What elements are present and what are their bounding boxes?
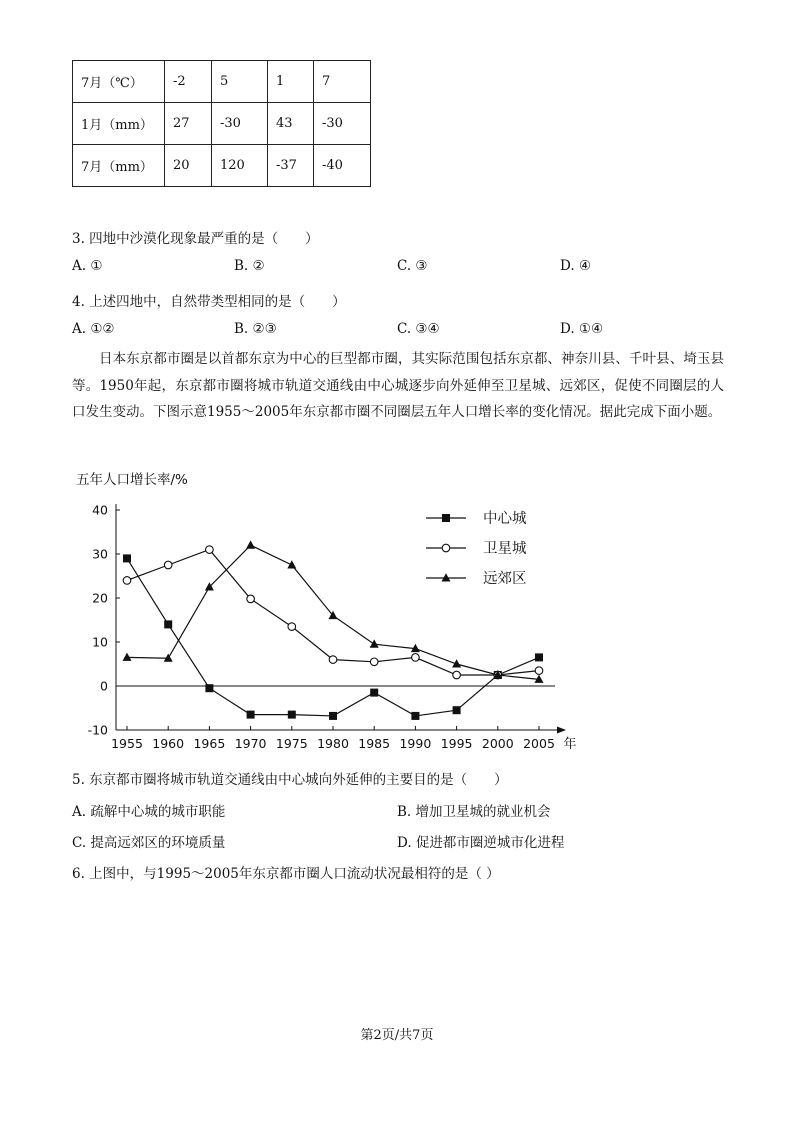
x-tick-label: 1970 <box>234 736 267 751</box>
legend-marker-circle <box>442 544 450 552</box>
table-cell: 1月（mm） <box>73 103 165 145</box>
data-point-circle <box>535 667 543 675</box>
data-point-square <box>288 711 296 719</box>
table-cell: 7月（℃） <box>73 61 165 103</box>
data-point-triangle <box>246 540 255 548</box>
table-cell: 43 <box>268 103 314 145</box>
table-cell: -2 <box>165 61 212 103</box>
y-axis-label: 五年人口增长率/% <box>76 472 188 488</box>
table-cell: -40 <box>314 145 371 187</box>
table-row <box>73 61 371 103</box>
data-point-circle <box>206 546 214 554</box>
data-point-circle <box>288 623 296 631</box>
x-tick-label: 1965 <box>193 736 226 751</box>
y-tick-label: 0 <box>100 678 108 694</box>
table-cell: 7月（mm） <box>73 145 165 187</box>
data-point-circle <box>329 656 337 664</box>
legend-label: 中心城 <box>483 511 527 527</box>
data-point-square <box>247 711 255 719</box>
x-tick-label: 1990 <box>399 736 432 751</box>
y-tick-label: 30 <box>92 546 108 562</box>
x-tick-label: 1985 <box>358 736 391 751</box>
q5-option-c[interactable]: C. 提高远郊区的环境质量 <box>72 835 226 851</box>
x-tick-label: 1955 <box>111 736 143 751</box>
data-point-triangle <box>287 560 296 568</box>
x-tick-label: 2005 <box>523 736 555 751</box>
y-tick-label: -10 <box>87 722 108 738</box>
x-tick-label: 1995 <box>440 736 473 751</box>
data-point-circle <box>123 577 131 585</box>
data-point-square <box>123 554 131 562</box>
question-6-stem: 6. 上图中，与1995～2005年东京都市圈人口流动状况最相符的是（ ） <box>72 866 500 882</box>
data-point-triangle <box>123 653 132 661</box>
data-point-square <box>535 653 543 661</box>
passage: 日本东京都市圈是以首都东京为中心的巨型都市圈，其实际范围包括东京都、神奈川县、千叶县、埼玉县等。1950年起，东京都市圈将城市轨道交通线由中心城逐步向外延伸至卫星城、远郊区，促使不同圈层的人口发生变动。下图示意1955～2005年东京都市圈不同圈层五年人口增长率的变化情况。据此完成下面小题。 <box>72 351 724 420</box>
data-point-triangle <box>370 639 379 647</box>
table-cell: 1 <box>268 61 314 103</box>
data-point-square <box>205 684 213 692</box>
data-point-circle <box>164 561 172 569</box>
question-3-stem: 3. 四地中沙漠化现象最严重的是（ ） <box>72 231 319 247</box>
q4-option-d[interactable]: D. ①④ <box>560 321 604 337</box>
table-row <box>73 145 371 187</box>
q4-option-b[interactable]: B. ②③ <box>234 321 277 337</box>
q3-option-c[interactable]: C. ③ <box>397 258 428 274</box>
climate-table <box>72 60 371 187</box>
data-point-square <box>411 712 419 720</box>
table-cell: 7 <box>314 61 371 103</box>
table-cell: -30 <box>212 103 268 145</box>
y-tick-label: 20 <box>92 590 108 606</box>
data-point-circle <box>453 671 461 679</box>
table-row <box>73 103 371 145</box>
x-tick-label: 1975 <box>275 736 308 751</box>
data-point-circle <box>247 595 255 603</box>
legend-marker-square <box>442 514 450 522</box>
q5-option-d[interactable]: D. 促进都市圈逆城市化进程 <box>397 835 565 851</box>
x-axis-arrow <box>557 727 566 734</box>
data-point-circle <box>412 654 420 662</box>
q5-option-a[interactable]: A. 疏解中心城的城市职能 <box>72 804 226 820</box>
table-cell: 20 <box>165 145 212 187</box>
legend-label: 远郊区 <box>483 571 527 587</box>
q3-option-b[interactable]: B. ② <box>234 258 265 274</box>
question-4-stem: 4. 上述四地中，自然带类型相同的是（ ） <box>72 294 346 310</box>
data-point-square <box>453 706 461 714</box>
data-point-square <box>370 689 378 697</box>
table-cell: -37 <box>268 145 314 187</box>
q3-option-a[interactable]: A. ① <box>72 258 103 274</box>
y-tick-label: 40 <box>92 502 108 518</box>
q4-option-c[interactable]: C. ③④ <box>397 321 440 337</box>
y-tick-label: 10 <box>92 634 108 650</box>
table-cell: 27 <box>165 103 212 145</box>
table-cell: 120 <box>212 145 268 187</box>
q5-option-b[interactable]: B. 增加卫星城的就业机会 <box>397 804 551 820</box>
x-tick-label: 2000 <box>481 736 514 751</box>
data-point-square <box>164 620 172 628</box>
x-tick-label: 1960 <box>152 736 185 751</box>
x-tick-label: 1980 <box>317 736 349 751</box>
q4-option-a[interactable]: A. ①② <box>72 321 115 337</box>
x-axis-title: 年 <box>563 737 577 752</box>
legend-label: 卫星城 <box>483 541 527 557</box>
data-point-circle <box>370 658 378 666</box>
q3-option-d[interactable]: D. ④ <box>560 258 592 274</box>
table-cell: -30 <box>314 103 371 145</box>
data-point-square <box>329 712 337 720</box>
table-cell: 5 <box>212 61 268 103</box>
population-growth-chart <box>60 462 600 754</box>
page-footer: 第2页/共7页 <box>360 1028 434 1043</box>
legend-marker-triangle <box>442 573 451 581</box>
series-line-square <box>127 558 539 716</box>
question-5-stem: 5. 东京都市圈将城市轨道交通线由中心城向外延伸的主要目的是（ ） <box>72 772 508 788</box>
